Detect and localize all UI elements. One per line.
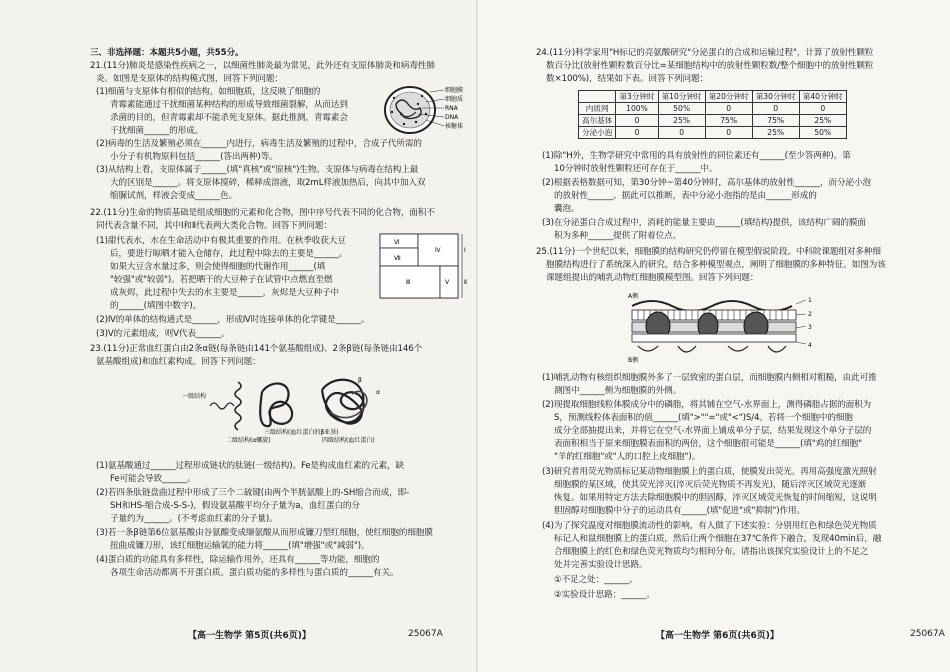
fig22-label: Ⅳ	[435, 247, 441, 254]
table-row	[579, 103, 847, 115]
q21-line: 青霉素能通过干扰细菌某种结构的形成导致细菌裂解，从而达到	[110, 100, 348, 110]
q25-line: S，预测线粒体表面积的值______(填">""="或"<")S/4。若将一个细胞中的细胞	[554, 413, 853, 423]
table-cell: 50%	[799, 127, 846, 139]
table-cell: 50%	[658, 103, 705, 115]
fig22-label: Ⅲ	[406, 279, 411, 286]
q23-line: 23.(11分)正常血红蛋白由2条α链(每条链由141个氨基酸组成)、2条β链(每条链由146个	[90, 344, 423, 354]
q25-line: 测图中______侧为细胞膜的外侧。	[554, 386, 682, 396]
q22-line: "较强"或"较弱")。若把晒干的大豆种子在试管中点燃直至燃	[110, 275, 333, 285]
q25-line: 处并完善实验设计思路。	[554, 560, 648, 570]
table-cell: 高尔基体	[579, 115, 616, 127]
left-footer: 【高一生物学 第5页(共6页)】	[188, 631, 311, 641]
table-header: 第40分钟时	[799, 91, 846, 103]
right-code: 25067A	[910, 629, 945, 639]
q22-line: (1)甜代表水，水在生命活动中有极其重要的作用。在秋季收获大豆	[96, 236, 346, 246]
q25-line: (3)研究者用荧光物质标记某动物细胞膜上的蛋白质，使膜发出荧光。再用高强度激光照射	[542, 467, 877, 477]
q24-line: 数百分比(放射性颗粒数百分比=某细胞结构中的放射性颗粒数/整个细胞中的放射性颗粒	[546, 61, 874, 71]
table-cell: 0	[752, 103, 799, 115]
section-heading: 三、非选择题：本题共5小题，共55分。	[90, 48, 244, 58]
q23-line: 子量约为______。(不考虑血红素的分子量)。	[110, 514, 278, 524]
q21-line: (1)细菌与支原体有相似的结构，如细胞质，这反映了细胞的	[96, 87, 321, 97]
table-cell: 0	[705, 103, 752, 115]
q23-line: 氨基酸组成)和血红素构成。回答下列问题：	[96, 357, 261, 367]
q23-line: SH和HS-缩合成-S-S-)，假设氨基酸平均分子量为a，血红蛋白的分	[110, 501, 360, 511]
q24-line: 积为多种______提供了附着位点。	[554, 231, 682, 241]
fig25-label: 2	[808, 311, 812, 318]
table-header	[579, 91, 616, 103]
table-header: 第3分钟时	[616, 91, 658, 103]
table-row	[579, 115, 847, 127]
left-code: 25067A	[408, 629, 443, 639]
q25-line: 胆固醇对细胞膜中分子的运动具有______(填"促进"或"抑制")作用。	[554, 506, 805, 516]
fig23-label: 一级结构	[182, 393, 207, 400]
table-header: 第30分钟时	[752, 91, 799, 103]
q22-line: 成灰烬，此过程中失去的水主要是______，灰烬是大豆种子中	[110, 288, 340, 298]
table-cell: 25%	[799, 115, 846, 127]
fig22-label: Ⅰ	[464, 247, 466, 254]
q23-line: (4)蛋白质的功能具有多样性，除运输作用外，还具有______等功能，细胞的	[96, 555, 380, 565]
fig23-label: β	[358, 377, 362, 384]
fig22-label: Ⅶ	[394, 255, 401, 262]
table-cell: 75%	[705, 115, 752, 127]
fig23-label: 三级结构(血红蛋白的β亚基)	[264, 429, 339, 436]
q23-line: (1)氨基酸通过______过程形成链状的肽链(一级结构)。Fe是构成血红素的元素，缺	[96, 461, 404, 471]
table-cell: 25%	[658, 115, 705, 127]
mycoplasma-figure	[382, 84, 474, 136]
table-header: 第10分钟时	[658, 91, 705, 103]
table-cell: 75%	[752, 115, 799, 127]
table-cell: 分泌小泡	[579, 127, 616, 139]
q25-line: 细胞膜的某区域，使其荧光淬灭(淬灭后荧光物质不再发光)，随后淬灭区域荧光逐渐	[554, 480, 867, 490]
q25-line: (1)哺乳动物有核组织细胞膜外多了一层致密的蛋白层，而细胞膜内侧相对粗糙，由此可推	[542, 373, 877, 383]
q21-line: 21.(11分)肺炎是感染性疾病之一，以细菌性肺炎最为常见，此外还有支原体肺炎和病毒性肺	[90, 61, 435, 71]
q25-line: 胞膜结构进行了系统深入的研究，结合多种模型观点，阐明了细胞膜的多种特征。如图为该	[546, 260, 886, 270]
table-cell: 25%	[752, 127, 799, 139]
q24-line: 10分钟时放射性颗粒还可存在于______中。	[554, 164, 718, 174]
q23-line: 扭曲成镰刀形，该红细胞运输氧的能力将______(填"增强"或"减弱")。	[110, 541, 370, 551]
q25-line: (2)现提取细胞线粒体膜成分中的磷脂，将其铺在空气-水界面上，测得磷脂占据的面积为	[542, 400, 872, 410]
table-cell: 0	[616, 127, 658, 139]
membrane-model-figure	[628, 290, 818, 366]
q22-line: 同代表含量不同，其中Ⅰ和Ⅱ代表两大类化合物。回答下列问题：	[96, 221, 332, 231]
q24-line: (1)除"H外，生物学研究中常用的具有放射性的同位素还有______(至少答两种)。第	[542, 151, 851, 161]
q22-line: 22.(11分)生命的物质基础是组成细胞的元素和化合物，图中序号代表不同的化合物，面积不	[90, 208, 435, 218]
table-cell: 0	[705, 127, 752, 139]
q24-line: 的放射性______。据此可以推断，表中分泌小泡指的是由______形成的	[554, 191, 817, 201]
fig22-label: Ⅱ	[464, 279, 467, 286]
q22-line: 如果大豆含水量过多，则会使得细胞的代谢作用______(填	[110, 262, 326, 272]
table-cell: 0	[799, 103, 846, 115]
q21-line: 小分子有机物原料包括______(答出两种)等。	[110, 152, 278, 162]
fig23-label: 二级结构(α螺旋)	[226, 437, 271, 444]
q21-line: 炎。如图是支原体的结构模式图，回答下列问题：	[96, 74, 283, 84]
fig23-label: α	[376, 389, 380, 396]
table-header: 第20分钟时	[705, 91, 752, 103]
q23-line: Fe可能会导致______。	[110, 474, 196, 484]
q24-line: (3)在分泌蛋白合成过程中，消耗的能量主要由______(填结构)提供，该结构广阔的膜面	[542, 218, 866, 228]
fig25-label: 1	[808, 297, 812, 304]
fig25-label: A侧	[628, 293, 639, 300]
fig21-label: 核糖体	[445, 123, 464, 130]
q21-line: 杀菌的目的，但青霉素却不能杀死支原体。据此推测，青霉素会	[110, 113, 348, 123]
compounds-area-diagram	[378, 232, 474, 302]
table-row	[579, 127, 847, 139]
radioactivity-table	[578, 90, 847, 139]
q22-line: (3)Ⅴ的元素组成，则Ⅴ代表______。	[96, 329, 230, 339]
q25-line: 25.(11分)一个世纪以来，细胞膜的结构研究仍停留在模型假说阶段。中科院课题组对多种细	[536, 247, 881, 257]
q22-line: 后，要进行晾晒才能入仓储存，此过程中除去的主要是______。	[110, 249, 348, 259]
q24-line: 24.(11分)科学家用"H标记的亮氨酸研究"分泌蛋白的合成和运输过程"，计算了放射性颗粒	[536, 48, 874, 58]
hemoglobin-figure	[180, 372, 400, 456]
q21-line: 大的区别是______。将支原体搅碎，稀释成溶液，取2mL样液加热后，向其中加入双	[110, 178, 426, 188]
q25-line: 标记人和鼠细胞膜上的蛋白质，然后让两个细胞在37℃条件下融合，发现40min后，融	[554, 534, 882, 544]
q25-line: 成分全部抽提出来，并将它在空气-水界面上铺成单分子层，结果发现这个单分子层的	[554, 426, 872, 436]
fig21-label: RNA	[445, 105, 458, 112]
q25-line: (4)为了探究温度对细胞膜流动性的影响，有人做了下述实验：分别用红色和绿色荧光物质	[542, 521, 877, 531]
fig25-label: 4	[808, 342, 812, 349]
q24-line: (2)根据表格数据可知，第30分钟~第40分钟时，高尔基体的放射性______，而分泌小泡	[542, 178, 871, 188]
q23-line: 各项生命活动都离不开蛋白质。蛋白质功能的多样性与蛋白质的______有关。	[110, 568, 399, 578]
q25-line: ②实验设计思路：______。	[554, 590, 655, 600]
q25-line: ①不足之处：______。	[554, 575, 638, 585]
fig23-label: 四级结构(血红蛋白)	[322, 437, 375, 444]
fig22-label: Ⅴ	[445, 279, 450, 286]
q21-line: (3)从结构上看，支原体属于______(填"真核"或"原核")生物。支原体与病毒在结构上最	[96, 165, 419, 175]
table-header-row	[579, 91, 847, 103]
q22-line: (2)Ⅳ的单体的结构通式是______，形成Ⅳ时连接单体的化学键是______。	[96, 315, 370, 325]
q23-line: (2)若四条肽链盘曲过程中形成了三个二硫键(由两个半胱氨酸上的-SH缩合而成，即-	[96, 488, 410, 498]
fig22-label: Ⅵ	[394, 239, 400, 246]
q21-line: (2)病毒的生活及繁殖必须在______内进行，病毒生活及繁殖的过程中，合成子代所需的	[96, 139, 422, 149]
fig25-label: B侧	[628, 357, 639, 364]
q25-line: 恢复。如果用特定方法去除细胞膜中的胆固醇，淬灭区域荧光恢复的时间缩短，这说明	[554, 493, 877, 503]
q25-line: 课题组提出的哺乳动物红细胞膜模型图。回答下列问题：	[546, 273, 759, 283]
fig21-label: DNA	[445, 114, 459, 121]
q22-line: 的______(填图中数字)。	[110, 301, 202, 311]
table-cell: 0	[616, 115, 658, 127]
q21-line: 干扰细菌______的形成。	[110, 126, 204, 136]
q25-line: "羊的红细胞"或"人的口腔上皮细胞")。	[554, 452, 701, 462]
right-page	[478, 0, 950, 672]
q24-line: 数×100%)，结果如下表。回答下列问题：	[546, 74, 708, 84]
q25-line: 表面积相当于原来细胞膜表面积的两倍，这个细胞很可能是______(填"鸡的红细胞"	[554, 439, 862, 449]
q25-line: 合细胞膜上的红色和绿色荧光物质均匀相间分布。请指出该探究实验设计上的不足之	[554, 547, 869, 557]
table-cell: 100%	[616, 103, 658, 115]
fig21-label: 细胞膜	[445, 87, 464, 94]
fig25-label: 3	[808, 324, 812, 331]
right-footer: 【高一生物学 第6页(共6页)】	[656, 631, 779, 641]
q24-line: 囊泡。	[554, 204, 580, 214]
q23-line: (3)若一条β链第6位氨基酸由谷氨酸变成缬氨酸从而形成镰刀型红细胞，使红细胞的细胞膜	[96, 528, 433, 538]
q21-line: 缩脲试剂，样液会变成______色。	[110, 191, 238, 201]
table-cell: 内质网	[579, 103, 616, 115]
table-cell: 0	[658, 127, 705, 139]
fig21-label: 细胞质	[445, 96, 464, 103]
